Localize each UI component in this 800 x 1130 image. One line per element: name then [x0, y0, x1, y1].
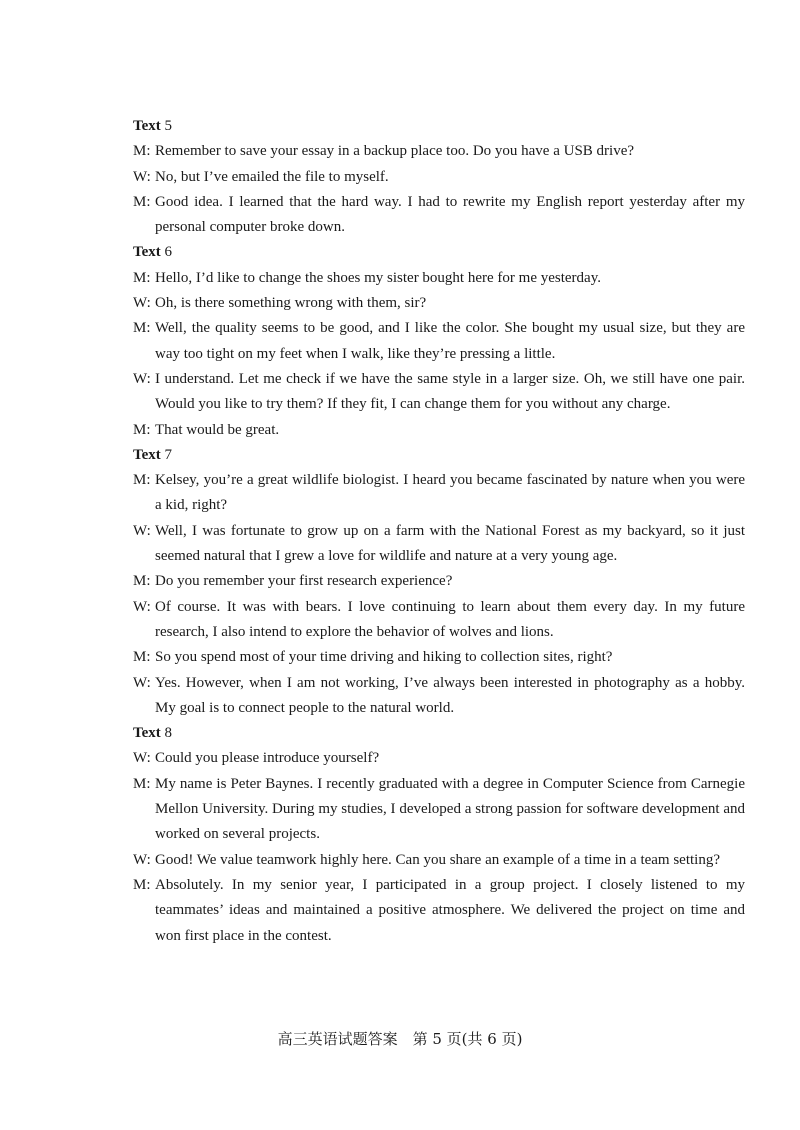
- dialogue-turn: [133, 367, 745, 418]
- dialogue-turn: [133, 190, 745, 241]
- utterance-text: Hello, I’d like to change the shoes my sister bought here for me yesterday.: [155, 269, 601, 286]
- speaker-label: W:: [133, 674, 151, 691]
- dialogue-turn: [133, 873, 745, 949]
- section-heading-label: Text: [133, 244, 161, 261]
- text-section-6: [133, 240, 745, 442]
- section-heading-number: 5: [164, 118, 173, 134]
- utterance-text: Absolutely. In my senior year, I participated in a group project. I closely listened to my teammates’ ideas and maintained a positive atmosphere. We delivered the project on time and won first place in the contest.: [155, 876, 745, 944]
- section-heading-label: Text: [133, 725, 161, 742]
- text-section-7: [133, 443, 745, 721]
- utterance-text: Oh, is there something wrong with them, sir?: [155, 295, 427, 312]
- utterance-text: My name is Peter Baynes. I recently graduated with a degree in Computer Science from Carnegie Mellon University. During my studies, I developed a strong passion for software development and worked on several projects.: [155, 775, 745, 843]
- utterance-text: Do you remember your first research experience?: [155, 573, 453, 590]
- utterance-text: So you spend most of your time driving and hiking to collection sites, right?: [155, 649, 613, 666]
- page-footer: 高三英语试题答案 第 5 页(共 6 页): [277, 1030, 523, 1048]
- transcript-content: [133, 114, 745, 949]
- section-heading-number: 7: [164, 446, 173, 463]
- section-heading-number: 6: [164, 244, 173, 261]
- section-heading-number: 8: [164, 725, 173, 742]
- utterance-text: I understand. Let me check if we have the same style in a larger size. Oh, we still have one pair. Would you like to try them? If they fit, I can change them for you without any charge.: [155, 370, 745, 413]
- section-heading: [133, 443, 745, 468]
- dialogue-turn: [133, 165, 745, 190]
- speaker-label: M:: [133, 472, 151, 489]
- dialogue-turn: [133, 291, 745, 316]
- speaker-label: W:: [133, 370, 151, 387]
- dialogue-turn: [133, 772, 745, 848]
- dialogue-turn: [133, 746, 745, 771]
- dialogue-turn: [133, 645, 745, 670]
- speaker-label: W:: [133, 750, 151, 767]
- speaker-label: M:: [133, 320, 151, 337]
- speaker-label: M:: [133, 269, 151, 286]
- utterance-text: Yes. However, when I am not working, I’ve always been interested in photography as a hobby. My goal is to connect people to the natural world.: [155, 674, 745, 716]
- utterance-text: Well, I was fortunate to grow up on a farm with the National Forest as my backyard, so it just seemed natural that I grew a love for wildlife and nature at a very young age.: [155, 522, 745, 565]
- speaker-label: M:: [133, 775, 151, 792]
- speaker-label: M:: [133, 193, 151, 210]
- dialogue-turn: [133, 418, 745, 443]
- utterance-text: Good! We value teamwork highly here. Can you share an example of a time in a team setting?: [155, 851, 720, 868]
- dialogue-turn: [133, 671, 745, 722]
- utterance-text: Good idea. I learned that the hard way. I had to rewrite my English report yesterday after my personal computer broke down.: [155, 193, 745, 236]
- dialogue-turn: [133, 569, 745, 594]
- dialogue-turn: [133, 848, 745, 873]
- utterance-text: No, but I’ve emailed the file to myself.: [155, 168, 389, 185]
- utterance-text: Of course. It was with bears. I love continuing to learn about them every day. In my future research, I also intend to explore the behavior of wolves and lions.: [155, 598, 745, 640]
- speaker-label: W:: [133, 168, 151, 185]
- speaker-label: M:: [133, 649, 151, 666]
- utterance-text: That would be great.: [155, 421, 280, 438]
- speaker-label: M:: [133, 573, 151, 590]
- utterance-text: Could you please introduce yourself?: [155, 750, 380, 767]
- section-heading: [133, 114, 745, 139]
- speaker-label: W:: [133, 295, 151, 312]
- utterance-text: Remember to save your essay in a backup place too. Do you have a USB drive?: [155, 143, 635, 160]
- text-section-5: [133, 114, 745, 240]
- dialogue-turn: [133, 468, 745, 519]
- dialogue-turn: [133, 595, 745, 646]
- section-heading-label: Text: [133, 118, 161, 134]
- speaker-label: M:: [133, 143, 151, 160]
- speaker-label: W:: [133, 598, 151, 615]
- section-heading: [133, 240, 745, 265]
- section-heading-label: Text: [133, 446, 161, 463]
- speaker-label: W:: [133, 851, 151, 868]
- speaker-label: M:: [133, 876, 151, 893]
- dialogue-turn: [133, 316, 745, 367]
- speaker-label: M:: [133, 421, 151, 438]
- speaker-label: W:: [133, 522, 151, 539]
- dialogue-turn: [133, 519, 745, 570]
- utterance-text: Kelsey, you’re a great wildlife biologist. I heard you became fascinated by nature when you were a kid, right?: [155, 472, 745, 514]
- section-heading: [133, 721, 745, 746]
- dialogue-turn: [133, 139, 745, 164]
- utterance-text: Well, the quality seems to be good, and I like the color. She bought my usual size, but they are way too tight on my feet when I walk, like they’re pressing a little.: [155, 320, 745, 362]
- dialogue-turn: [133, 266, 745, 291]
- text-section-8: [133, 721, 745, 949]
